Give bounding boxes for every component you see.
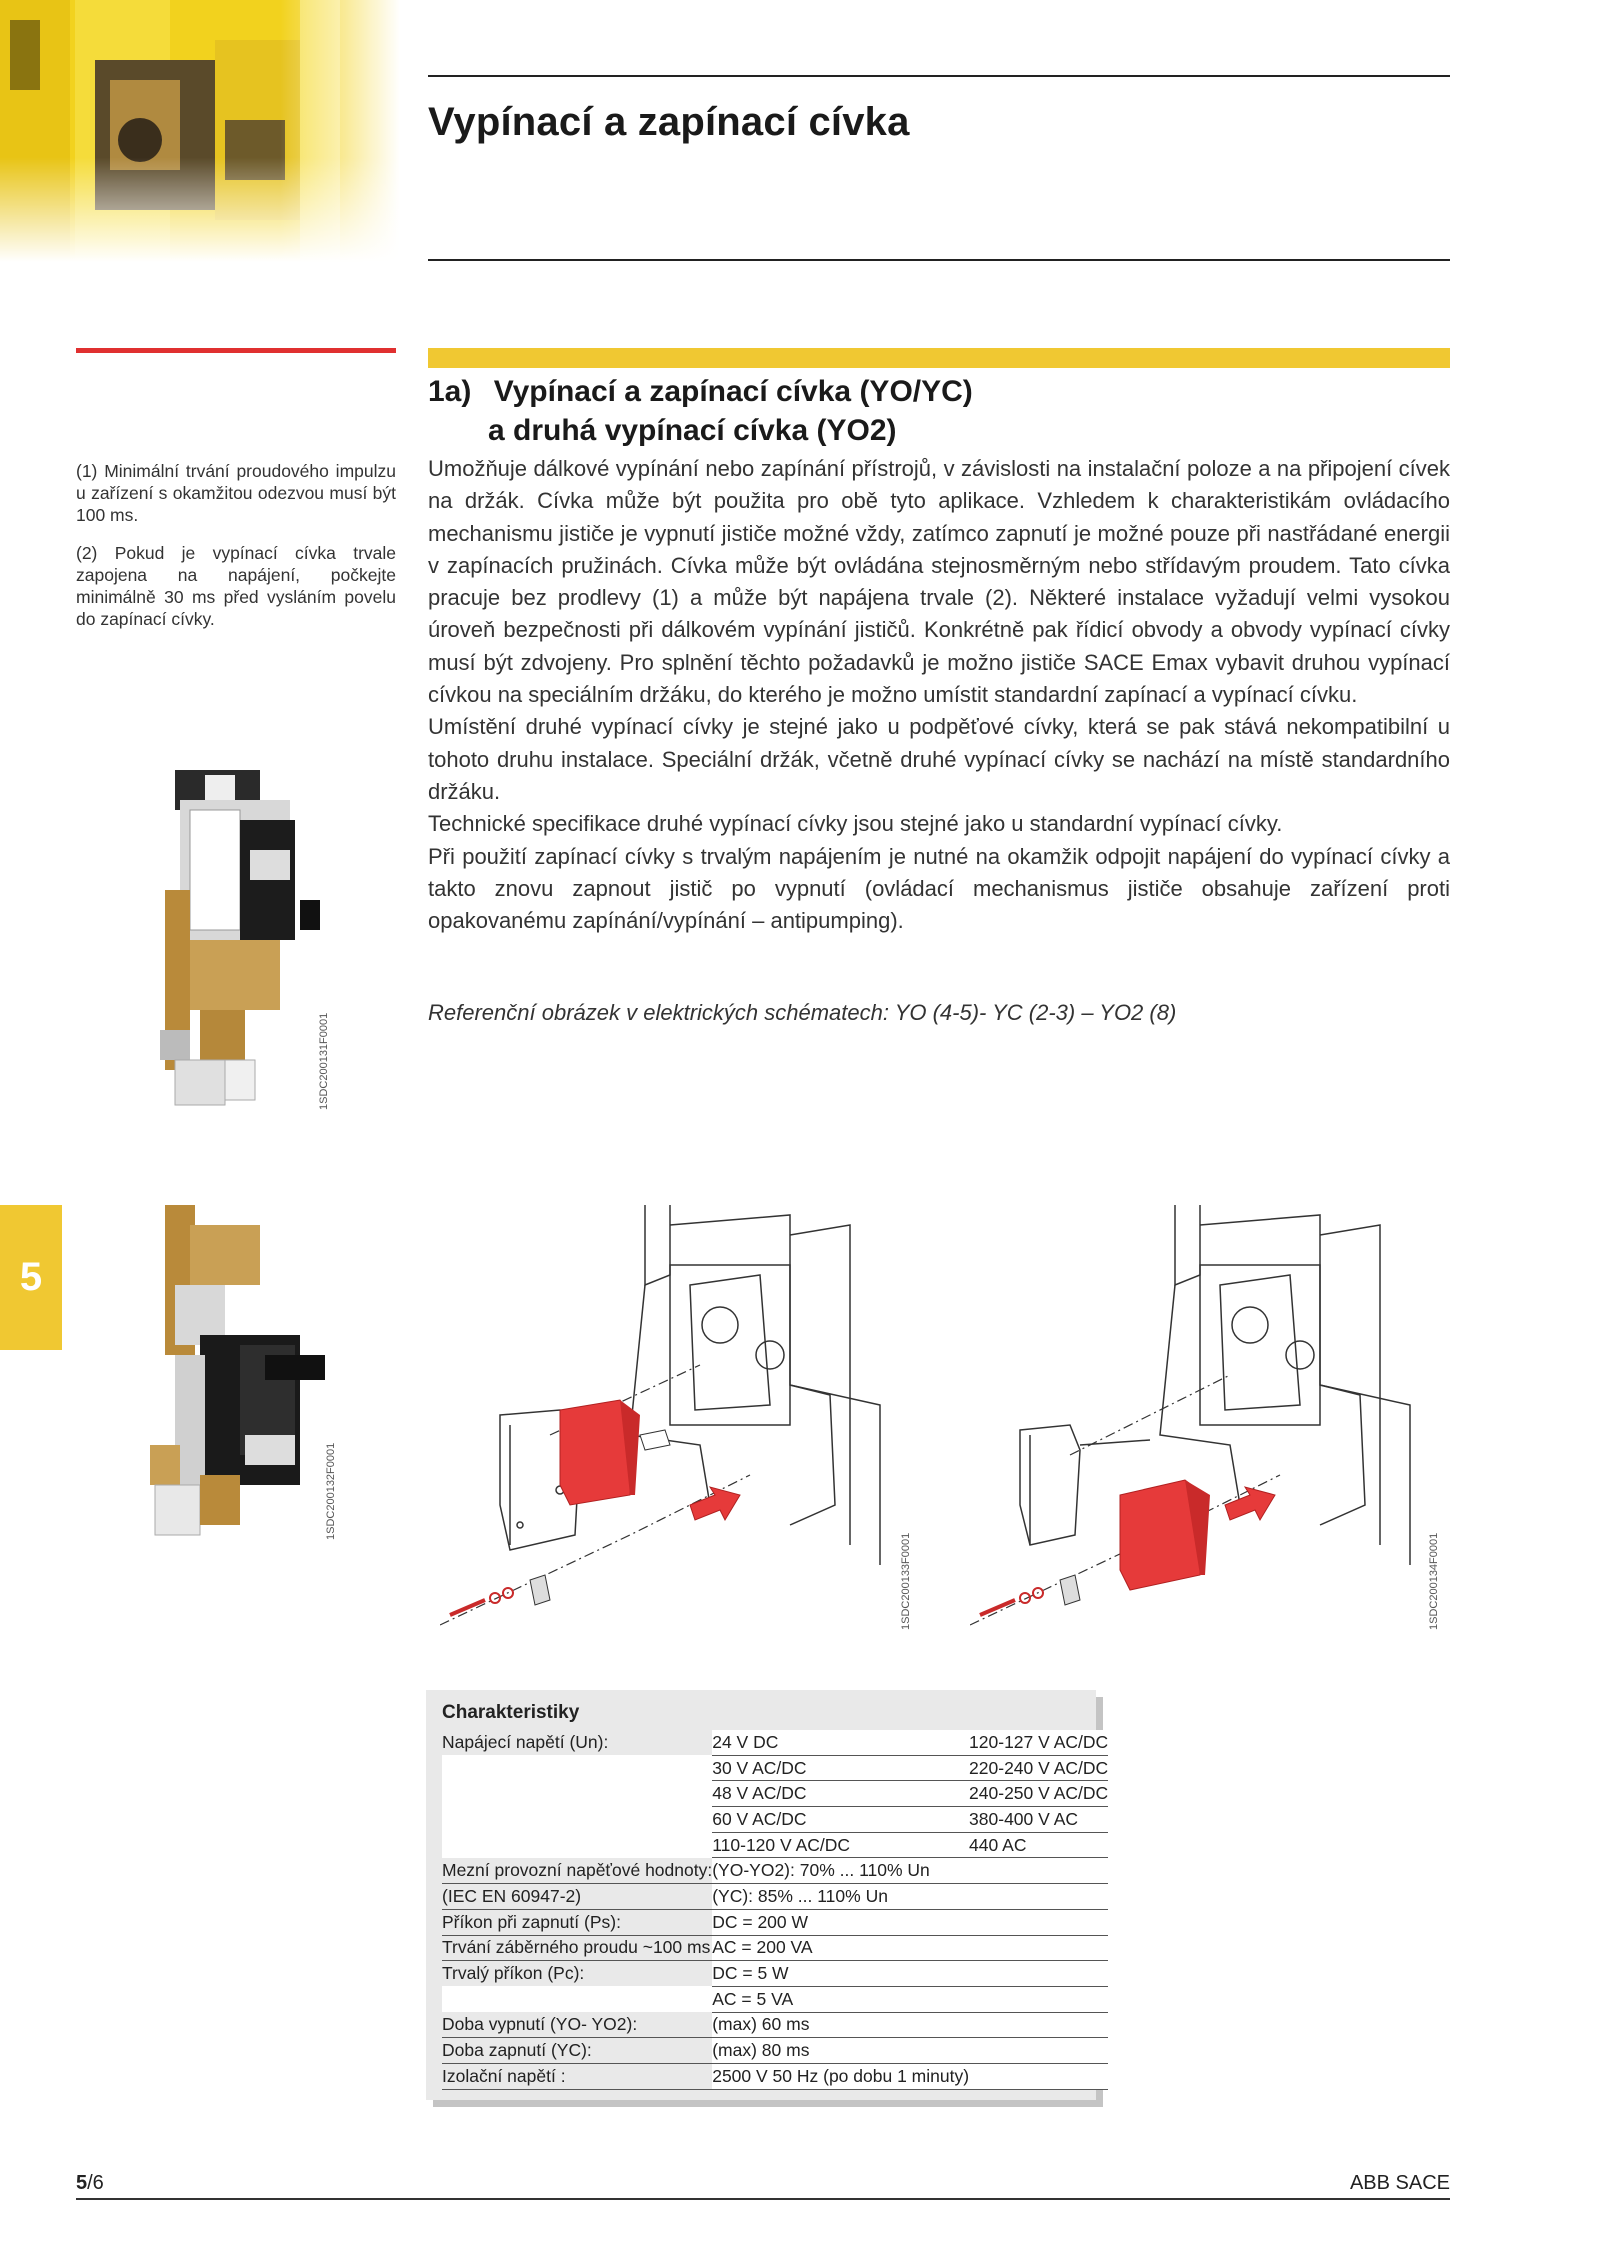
table-value-cell: 30 V AC/DC [712,1755,969,1781]
table-value-cell [969,1858,1108,1884]
section-number: 1a) [428,375,472,408]
title-top-rule [428,75,1450,77]
section-heading-line1: Vypínací a zapínací cívka (YO/YC) [493,375,973,408]
table-row [442,2012,1108,2038]
table-value-cell: (max) 80 ms [712,2038,969,2064]
page-number [76,2172,104,2195]
coil-photo-1 [150,770,320,1115]
body-paragraph: Technické specifikace druhé vypínací cívky jsou stejné jako u standardní vypínací cívky. [428,811,1283,837]
table-value-cell: 110-120 V AC/DC [712,1832,969,1858]
table-value-cell [969,1909,1108,1935]
body-paragraph: Umožňuje dálkové vypínání nebo zapínání přístrojů, v závislosti na instalační poloze a na připojení cívek na držák. Cívka může být použita pro obě tyto aplikace. Vzhledem k charakteristikám ovládacího mechanismu jističe je vypnutí jističe možné vždy, zatímco zapnutí je možné pouze při nastřádané energii v zapínacích pružinách. Cívka může být ovládána stejnosměrným nebo střídavým proudem. Tato cívka pracuje bez prodlevy (1) a může být napájena trvale (2). Některé instalace vyžadují velmi vysokou úroveň bezpečnosti při dálkovém vypínání jističů. Konkrétně pak řídicí obvody a obvody vypínací cívky musí být zdvojeny. Pro splnění těchto požadavků je možno jističe SACE Emax vybavit druhou vypínací cívkou na speciálním držáku, do kterého je možno umístit standardní zapínací a vypínací cívku. [428,456,1450,708]
page-number-bold: 5 [76,2172,88,2194]
table-value-cell: 240-250 V AC/DC [969,1781,1108,1807]
table-row [442,2038,1108,2064]
table-value-cell: 24 V DC [712,1730,969,1755]
table-row [442,1755,1108,1781]
chapter-number: 5 [19,1255,43,1299]
body-paragraph: Umístění druhé vypínací cívky je stejné jako u podpěťové cívky, která se pak stává nekompatibilní u tohoto druhu instalace. Speciální držák, včetně druhé vypínací cívky se nachází na místě standardního držáku. [428,714,1450,804]
table-value-cell: 380-400 V AC [969,1807,1108,1833]
section-heading [428,372,973,450]
table-row [442,1832,1108,1858]
table-value-cell [969,1935,1108,1961]
footer-company: ABB SACE [1349,2172,1450,2194]
table-row [442,1884,1108,1910]
table-value-cell [969,2038,1108,2064]
table-value-cell: AC = 200 VA [712,1935,969,1961]
table-label-cell [442,1807,712,1833]
table-label-cell [442,1755,712,1781]
body-text [428,453,1450,937]
table-row [442,2063,1108,2089]
figure-code-2: 1SDC200132F0001 [325,1442,337,1540]
footnote-1: (1) Minimální trvání proudového impulzu u zařízení s okamžitou odezvou musí být 100 ms. [76,461,396,525]
table-value-cell: (YO-YO2): 70% ... 110% Un [712,1858,969,1884]
table-value-cell: 220-240 V AC/DC [969,1755,1108,1781]
title-bottom-rule [428,259,1450,261]
table-title: Charakteristiky [442,1702,580,1723]
table-value-cell [969,1986,1108,2012]
figure-code-3: 1SDC200133F0001 [900,1532,912,1630]
section-heading-line2: a druhá vypínací cívka (YO2) [488,414,897,447]
table-value-cell: AC = 5 VA [712,1986,969,2012]
figure-code-1: 1SDC200131F0001 [318,1012,330,1110]
side-notes [76,460,396,646]
coil-photo-2 [145,1205,330,1540]
table-value-cell: (max) 60 ms [712,2012,969,2038]
page-title: Vypínací a zapínací cívka [428,100,910,144]
table-value-cell: DC = 200 W [712,1909,969,1935]
table-label-cell [442,1986,712,2012]
table-value-cell: (YC): 85% ... 110% Un [712,1884,969,1910]
table-label-cell: Napájecí napětí (Un): [442,1732,609,1753]
table-value-cell [969,1961,1108,1987]
table-label-cell: Trvalý příkon (Pc): [442,1963,585,1984]
table-label-cell: Příkon při zapnutí (Ps): [442,1909,712,1935]
table-value-cell: 440 AC [969,1832,1108,1858]
table-row [442,1858,1108,1884]
side-accent-bar [76,348,396,353]
table-value-cell: 60 V AC/DC [712,1807,969,1833]
schematic-reference: Referenční obrázek v elektrických schématech: YO (4-5)- YC (2-3) – YO2 (8) [428,1000,1177,1025]
table-label-cell [442,1781,712,1807]
table-label-cell: Izolační napětí : [442,2063,712,2089]
table-label-cell: Doba vypnutí (YO- YO2): [442,2012,712,2038]
table-row [442,1781,1108,1807]
table-value-cell [969,2012,1108,2038]
assembly-drawing-2 [970,1205,1420,1635]
footnote-2: (2) Pokud je vypínací cívka trvale zapojena na napájení, počkejte minimálně 30 ms před vysláním povelu do zapínací cívky. [76,543,396,629]
table-row [442,1730,1108,1755]
table-value-cell [969,2063,1108,2089]
table-label-cell: (IEC EN 60947-2) [442,1884,712,1910]
table-value-cell [969,1884,1108,1910]
table-label-cell: Trvání záběrného proudu ~100 ms [442,1935,712,1961]
assembly-drawing-1 [440,1205,890,1635]
body-paragraph: Při použití zapínací cívky s trvalým napájením je nutné na okamžik odpojit napájení do vypínací cívky a takto znovu zapnout jistič po vypnutí (ovládací mechanismus jističe obsahuje zařízení proti opakovanému zapínání/vypínání – antipumping). [428,843,1450,934]
table-label-cell [442,1832,712,1858]
table-label-cell: Mezní provozní napěťové hodnoty: [442,1858,712,1884]
table-label-cell: Doba zapnutí (YC): [442,2038,712,2064]
table-row [442,1807,1108,1833]
table-row [442,1935,1108,1961]
table-value-cell: 120-127 V AC/DC [969,1730,1108,1755]
table-row [442,1961,1108,1987]
footer-rule [76,2198,1450,2200]
figure-code-4: 1SDC200134F0001 [1428,1532,1440,1630]
table-value-cell: 48 V AC/DC [712,1781,969,1807]
page-number-rest: /6 [87,2172,104,2194]
table-value-cell: DC = 5 W [712,1961,969,1987]
table-row [442,1909,1108,1935]
table-value-cell: 2500 V 50 Hz (po dobu 1 minuty) [712,2063,969,2089]
characteristics-box [426,1690,1109,2100]
section-accent-bar [428,348,1450,368]
header-breaker-photo [0,0,400,262]
table-row [442,1986,1108,2012]
characteristics-table [442,1698,1108,2090]
